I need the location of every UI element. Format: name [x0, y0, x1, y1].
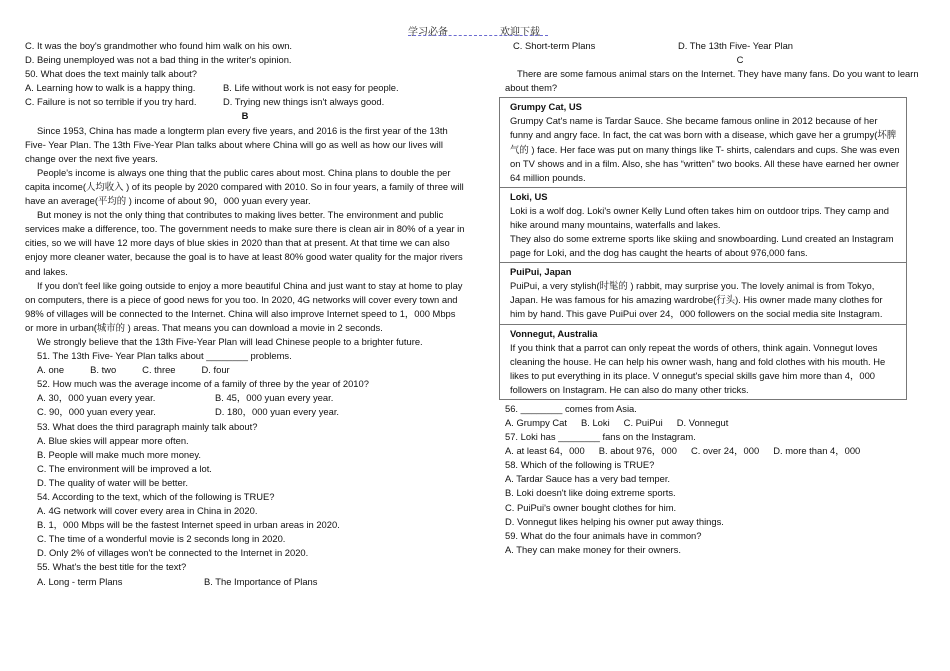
q59-question: 59. What do the four animals have in common? [505, 529, 702, 541]
passage-b-paragraph: Since 1953, China has made a longterm plan every five years, and 2016 is the first year of the 13th Five- Year Plan. The 13th Five-Year Plan talks about where China will go as well as how our lives will change over the next five years. [25, 124, 448, 164]
q56-question: 56. ________ comes from Asia. [505, 402, 637, 414]
left-column [25, 39, 465, 589]
animal-name: Loki, US [510, 190, 548, 202]
animal-table [499, 97, 907, 400]
q50-options-ab [25, 81, 465, 95]
section-b-heading: B [241, 110, 249, 122]
q55-question: 55. What's the best title for the text? [37, 561, 187, 573]
q55-option-a: A. Long - term Plans [37, 575, 123, 587]
q57-options [505, 444, 935, 458]
q55-option-d: D. The 13th Five- Year Plan [678, 40, 793, 51]
animal-description-2: They also do some extreme sports like skiing and snowboarding. Lund created an Instagram page for Loki, and the dog has caught the hearts of about 976,000 fans. [510, 233, 894, 259]
q56-options [505, 416, 935, 430]
q51-option-d: D. four [201, 364, 230, 376]
q54-question: 54. According to the text, which of the following is TRUE? [37, 491, 275, 502]
q54-option-d: D. Only 2% of villages won't be connected to the Internet in 2020. [37, 547, 309, 559]
header-right: 欢迎下载 [500, 27, 540, 38]
section-c-heading: C [736, 54, 744, 66]
q49-option-c: C. It was the boy's grandmother who found him walk on his own. [25, 40, 293, 51]
q59-option-a: A. They can make money for their owners. [505, 543, 681, 555]
q51-question: 51. The 13th Five- Year Plan talks about ________ problems. [37, 350, 292, 362]
q56-option-b: B. Loki [581, 416, 610, 428]
animal-description: If you think that a parrot can only repeat the words of others, think again. Vonnegut loves cleaning the house. He can help his owner wash, hang and fold clothes with his mouth. He likes to put everything in its place. V onnegut's special skills gave him more than 4，000 followers on Instagram. He can also do many other tricks. [510, 341, 886, 395]
passage-b-paragraph: People's income is always one thing that the public cares about most. China plans to double the per capita income(人均收入 ) of its people by 2020 compared with 2010. So in four years, a family of three will have an average(平均的 ) income of about 90，000 yuan every year. [25, 166, 464, 207]
q58-question: 58. Which of the following is TRUE? [505, 459, 655, 471]
q57-option-b: B. about 976，000 [598, 445, 677, 457]
q52-option-c: C. 90，000 yuan every year. [37, 406, 156, 418]
animal-cell-loki [500, 188, 906, 263]
q50-option-c: C. Failure is not so terrible if you try hard. [25, 96, 197, 108]
q53-question: 53. What does the third paragraph mainly talk about? [37, 420, 258, 432]
q52-question: 52. How much was the average income of a family of three by the year of 2010? [37, 378, 369, 390]
q58-option-c: C. PuiPui's owner bought clothes for him. [505, 501, 677, 513]
animal-description: Loki is a wolf dog. Loki's owner Kelly Lund often takes him on outdoor trips. They camp and hike around many mountains, waterfalls and lakes. [510, 204, 889, 230]
q55-options-cd [505, 39, 935, 53]
q50-option-a: A. Learning how to walk is a happy thing. [25, 82, 196, 94]
q52-option-b: B. 45，000 yuan every year. [215, 392, 334, 404]
q56-option-a: A. Grumpy Cat [505, 416, 567, 428]
passage-b-paragraph: We strongly believe that the 13th Five-Year Plan will lead Chinese people to a brighter future. [37, 335, 423, 347]
q57-option-d: D. more than 4，000 [773, 445, 861, 457]
animal-cell-vonnegut [500, 325, 906, 399]
q52-option-a: A. 30，000 yuan every year. [37, 392, 156, 404]
q52-option-d: D. 180，000 yuan every year. [215, 406, 340, 418]
q58-option-b: B. Loki doesn't like doing extreme sports. [505, 487, 676, 499]
q54-option-a: A. 4G network will cover every area in China in 2020. [37, 505, 258, 517]
q50-options-cd [25, 95, 465, 109]
q51-options [25, 363, 465, 377]
q58-option-a: A. Tardar Sauce has a very bad temper. [505, 473, 671, 485]
animal-description: Grumpy Cat's name is Tardar Sauce. She became famous online in 2012 because of her funny and angry face. In fact, the cat was born with a disease, which gave her a grumpy(坏脾气的 ) face. Her face was put on many things like T- shirts, calendars and cups. She was even on TV shows and in a film. Also, she has “written” two books. All these have earned her owner 64 million pounds. [510, 115, 900, 183]
q54-option-c: C. The time of a wonderful movie is 2 seconds long in 2020. [37, 533, 286, 545]
animal-cell-grumpy-cat [500, 98, 906, 187]
q57-option-a: A. at least 64，000 [505, 445, 585, 457]
q51-option-a: A. one [37, 364, 65, 376]
q53-option-c: C. The environment will be improved a lot. [37, 462, 212, 474]
q50-option-d: D. Trying new things isn't always good. [223, 96, 385, 108]
q53-option-d: D. The quality of water will be better. [37, 476, 188, 488]
q50-question: 50. What does the text mainly talk about? [25, 68, 197, 80]
q51-option-b: B. two [90, 364, 117, 376]
q53-option-b: B. People will make much more money. [37, 448, 201, 460]
q55-option-c: C. Short-term Plans [513, 40, 596, 51]
q52-options-ab [25, 391, 465, 405]
q57-question: 57. Loki has ________ fans on the Instagram. [505, 431, 696, 443]
q52-options-cd [25, 405, 465, 419]
header-underline [408, 35, 548, 36]
passage-b-paragraph: But money is not the only thing that contributes to making lives better. The environment and public services make a difference, too. The government needs to make sure there is clean air in 80% of a year in cities, so we will have 12 more days of blue skies in 2020 than that at present. At that time we can also enjoy more cleaner water, because the goal is to have at least 80% good water quality for the major rivers and lakes. [25, 209, 465, 277]
animal-cell-puipui [500, 263, 906, 324]
q55-options-ab [25, 575, 465, 589]
animal-name: Grumpy Cat, US [510, 101, 582, 113]
passage-c-intro: There are some famous animal stars on the Internet. They have many fans. Do you want to learn about them? [505, 68, 919, 94]
q50-option-b: B. Life without work is not easy for people. [223, 82, 399, 94]
page-header [0, 23, 950, 37]
q56-option-d: D. Vonnegut [676, 416, 729, 428]
q55-option-b: B. The Importance of Plans [204, 575, 318, 587]
animal-description: PuiPui, a very stylish(时髦的 ) rabbit, may surprise you. The lovely animal is from Tokyo, Japan. He was famous for his amazing wardrobe(行头). His owner made many clothes for him by hand. This gave PuiPui over 24，000 followers on the social media site Instagram. [510, 280, 883, 320]
q53-option-a: A. Blue skies will appear more often. [37, 434, 189, 446]
q54-option-b: B. 1，000 Mbps will be the fastest Internet speed in urban areas in 2020. [37, 519, 340, 531]
animal-name: Vonnegut, Australia [510, 327, 598, 339]
q49-option-d: D. Being unemployed was not a bad thing in the writer's opinion. [25, 54, 292, 66]
q58-option-d: D. Vonnegut likes helping his owner put away things. [505, 515, 724, 527]
passage-b-paragraph: If you don't feel like going outside to enjoy a more beautiful China and just want to stay at home to play on computers, there is a piece of good news for you too. In 2020, 4G networks will cover every town and 98% of villages will be connected to the Internet. China will also improve Internet speed to 1，000 Mbps or more in urban(城市的 ) areas. That means you can download a movie in 2 seconds. [25, 279, 463, 333]
header-left: 学习必备 [408, 27, 448, 38]
animal-name: PuiPui, Japan [510, 266, 572, 278]
q56-option-c: C. PuiPui [623, 416, 663, 428]
q57-option-c: C. over 24，000 [690, 445, 760, 457]
right-column [505, 39, 935, 557]
q51-option-c: C. three [142, 364, 176, 376]
